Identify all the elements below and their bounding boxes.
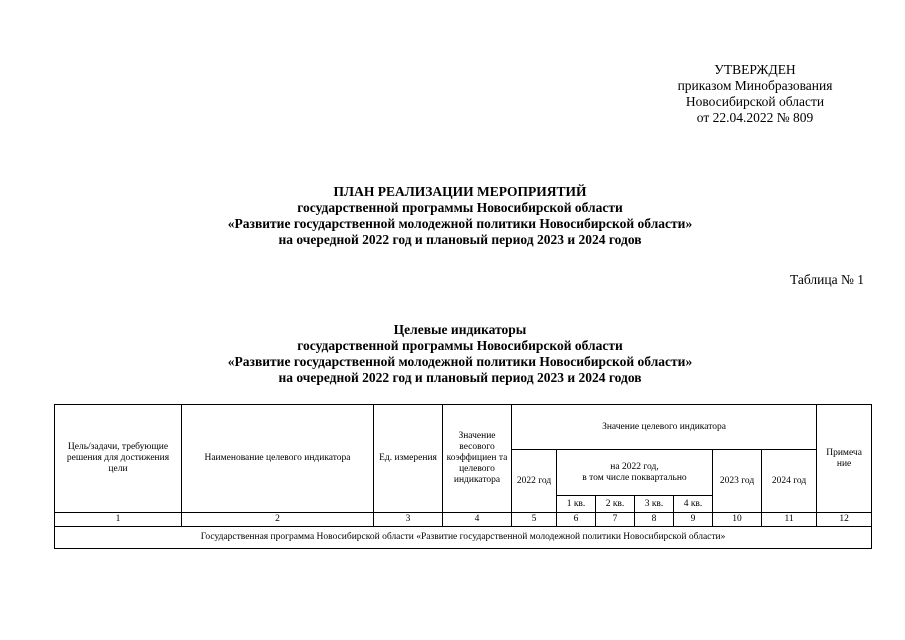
column-number: 8: [635, 513, 674, 527]
header-year-2023: 2023 год: [713, 450, 762, 513]
header-unit: Ед. измерения: [374, 405, 443, 513]
indicators-table: [54, 404, 872, 549]
header-year-2022-quarterly: [557, 450, 713, 496]
plan-title-line-3: «Развитие государственной молодежной политики Новосибирской области»: [227, 216, 693, 231]
header-q2: 2 кв.: [596, 496, 635, 513]
column-number: 1: [55, 513, 182, 527]
column-number: 2: [182, 513, 374, 527]
indicators-title-line-4: на очередной 2022 год и плановый период 2023 и 2024 годов: [278, 370, 642, 385]
header-q1: 1 кв.: [557, 496, 596, 513]
column-number: 12: [817, 513, 872, 527]
column-number: 9: [674, 513, 713, 527]
program-row: Государственная программа Новосибирской области «Развитие государственной молодежной политики Новосибирской области»: [55, 527, 872, 549]
header-q4: 4 кв.: [674, 496, 713, 513]
indicators-title-line-1: Целевые индикаторы: [393, 322, 527, 337]
column-number-row: [55, 513, 872, 527]
approval-line-3: Новосибирской области: [685, 94, 825, 109]
approval-line-2: приказом Минобразования: [677, 78, 833, 93]
table-number: Таблица № 1: [790, 272, 864, 287]
approval-line-1: УТВЕРЖДЕН: [714, 62, 796, 77]
header-note: Примеча ние: [817, 405, 872, 513]
approval-line-4: от 22.04.2022 № 809: [696, 110, 814, 125]
header-quarterly-line-1: на 2022 год,: [610, 461, 659, 472]
header-weight: Значение весового коэффициен та целевого индикатора: [443, 405, 512, 513]
header-year-2022: 2022 год: [512, 450, 557, 513]
column-number: 3: [374, 513, 443, 527]
header-indicator-name: Наименование целевого индикатора: [182, 405, 374, 513]
indicators-title: [60, 322, 860, 386]
indicators-title-line-3: «Развитие государственной молодежной политики Новосибирской области»: [227, 354, 693, 369]
plan-title: [60, 184, 860, 248]
plan-title-line-2: государственной программы Новосибирской области: [297, 200, 623, 215]
column-number: 10: [713, 513, 762, 527]
header-indicator-value: Значение целевого индикатора: [512, 405, 817, 450]
plan-title-line-1: ПЛАН РЕАЛИЗАЦИИ МЕРОПРИЯТИЙ: [333, 184, 587, 199]
column-number: 6: [557, 513, 596, 527]
column-number: 4: [443, 513, 512, 527]
header-q3: 3 кв.: [635, 496, 674, 513]
column-number: 5: [512, 513, 557, 527]
indicators-title-line-2: государственной программы Новосибирской области: [297, 338, 623, 353]
column-number: 11: [762, 513, 817, 527]
plan-title-line-4: на очередной 2022 год и плановый период 2023 и 2024 годов: [278, 232, 642, 247]
approval-stamp: [640, 62, 870, 126]
header-quarterly-line-2: в том числе поквартально: [582, 472, 687, 483]
header-goal: Цель/задачи, требующие решения для достижения цели: [55, 405, 182, 513]
header-year-2024: 2024 год: [762, 450, 817, 513]
column-number: 7: [596, 513, 635, 527]
